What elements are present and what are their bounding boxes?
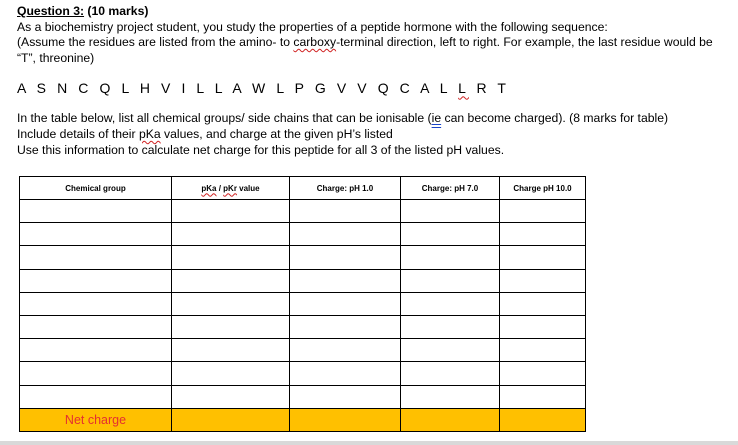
table-cell[interactable] [401, 223, 500, 246]
table-cell[interactable] [20, 315, 172, 338]
instruction-1-suffix: can become charged). (8 marks for table) [441, 111, 669, 126]
header-charge-ph10: Charge pH 10.0 [500, 177, 586, 200]
header-pka-value [172, 177, 290, 200]
table-cell[interactable] [500, 223, 586, 246]
intro-line-2-suffix: -terminal direction, left to right. For example, the last residue would be [336, 35, 713, 50]
question-title [17, 4, 729, 20]
table-cell[interactable] [401, 200, 500, 223]
spellcheck-carboxy: carboxy [293, 35, 337, 50]
net-charge-cell[interactable] [500, 408, 586, 431]
table-header-row [20, 177, 586, 200]
table-cell[interactable] [290, 292, 401, 315]
table-cell[interactable] [290, 269, 401, 292]
intro-line-2-prefix: (Assume the residues are listed from the amino- to [17, 35, 294, 50]
spellcheck-pka: pKa [138, 126, 161, 141]
table-cell[interactable] [500, 385, 586, 408]
instruction-2-prefix: Include details of their [17, 126, 139, 141]
table-cell[interactable] [500, 246, 586, 269]
table-row [20, 385, 586, 408]
table-cell[interactable] [20, 223, 172, 246]
net-charge-row [20, 408, 586, 431]
question-document [17, 4, 729, 158]
table-row [20, 362, 586, 385]
ionisable-groups-table [19, 176, 586, 432]
table-cell[interactable] [500, 315, 586, 338]
header-charge-ph1: Charge: pH 1.0 [290, 177, 401, 200]
table-cell[interactable] [172, 339, 290, 362]
table-cell[interactable] [172, 315, 290, 338]
table-row [20, 339, 586, 362]
table-cell[interactable] [20, 362, 172, 385]
table-cell[interactable] [401, 385, 500, 408]
table-cell[interactable] [500, 292, 586, 315]
instruction-1-prefix: In the table below, list all chemical groups/ side chains that can be ionisable ( [17, 111, 432, 126]
table-cell[interactable] [20, 200, 172, 223]
peptide-sequence [17, 79, 729, 97]
table-row [20, 200, 586, 223]
table-cell[interactable] [401, 269, 500, 292]
table-cell[interactable] [401, 362, 500, 385]
table-cell[interactable] [172, 200, 290, 223]
table-row [20, 292, 586, 315]
intro-line-3: “T”, threonine) [17, 50, 95, 65]
table-row [20, 269, 586, 292]
table-cell[interactable] [172, 223, 290, 246]
table-cell[interactable] [20, 385, 172, 408]
table-cell[interactable] [172, 246, 290, 269]
instruction-2-suffix: values, and charge at the given pH’s listed [160, 126, 393, 141]
table-cell[interactable] [500, 339, 586, 362]
table-cell[interactable] [290, 315, 401, 338]
net-charge-label: Net charge [20, 408, 172, 431]
table-row [20, 223, 586, 246]
table-row [20, 246, 586, 269]
net-charge-cell[interactable] [172, 408, 290, 431]
table-cell[interactable] [172, 292, 290, 315]
instruction-line-1 [17, 111, 729, 127]
header-chemical-group: Chemical group [20, 177, 172, 200]
table-cell[interactable] [500, 362, 586, 385]
table-cell[interactable] [401, 339, 500, 362]
header-charge-ph7: Charge: pH 7.0 [401, 177, 500, 200]
bottom-edge-bar [0, 441, 738, 445]
table-cell[interactable] [290, 223, 401, 246]
table-cell[interactable] [290, 200, 401, 223]
question-marks: (10 marks) [84, 4, 149, 18]
table-cell[interactable] [172, 269, 290, 292]
sequence-part-b: R T [468, 80, 510, 97]
sequence-part-a: A S N C Q L H V I L L A W L P G V V Q C A L [17, 80, 459, 97]
table-cell[interactable] [20, 269, 172, 292]
header-pka: pKa [201, 183, 217, 193]
table-cell[interactable] [401, 292, 500, 315]
instruction-line-3: Use this information to calculate net charge for this peptide for all 3 of the listed pH values. [17, 142, 505, 157]
table-cell[interactable] [20, 246, 172, 269]
header-pkr: pKr [223, 183, 237, 193]
table-cell[interactable] [500, 200, 586, 223]
table-cell[interactable] [20, 339, 172, 362]
table-cell[interactable] [500, 269, 586, 292]
table-cell[interactable] [401, 315, 500, 338]
header-pka-sep: / [216, 183, 224, 193]
grammar-ie: ie [431, 111, 442, 126]
instruction-line-2 [17, 127, 729, 143]
table-cell[interactable] [401, 246, 500, 269]
table-cell[interactable] [290, 385, 401, 408]
intro-line-1: As a biochemistry project student, you study the properties of a peptide hormone with the following sequence: [17, 19, 608, 34]
question-number: Question 3: [17, 4, 85, 18]
table-cell[interactable] [172, 385, 290, 408]
net-charge-cell[interactable] [290, 408, 401, 431]
net-charge-cell[interactable] [401, 408, 500, 431]
table-cell[interactable] [172, 362, 290, 385]
table-cell[interactable] [20, 292, 172, 315]
table-cell[interactable] [290, 339, 401, 362]
table-cell[interactable] [290, 362, 401, 385]
header-pka-suffix: value [236, 183, 260, 193]
sequence-squiggle-l: L [458, 80, 469, 97]
intro-line-2 [17, 35, 729, 51]
table-cell[interactable] [290, 246, 401, 269]
table-row [20, 315, 586, 338]
